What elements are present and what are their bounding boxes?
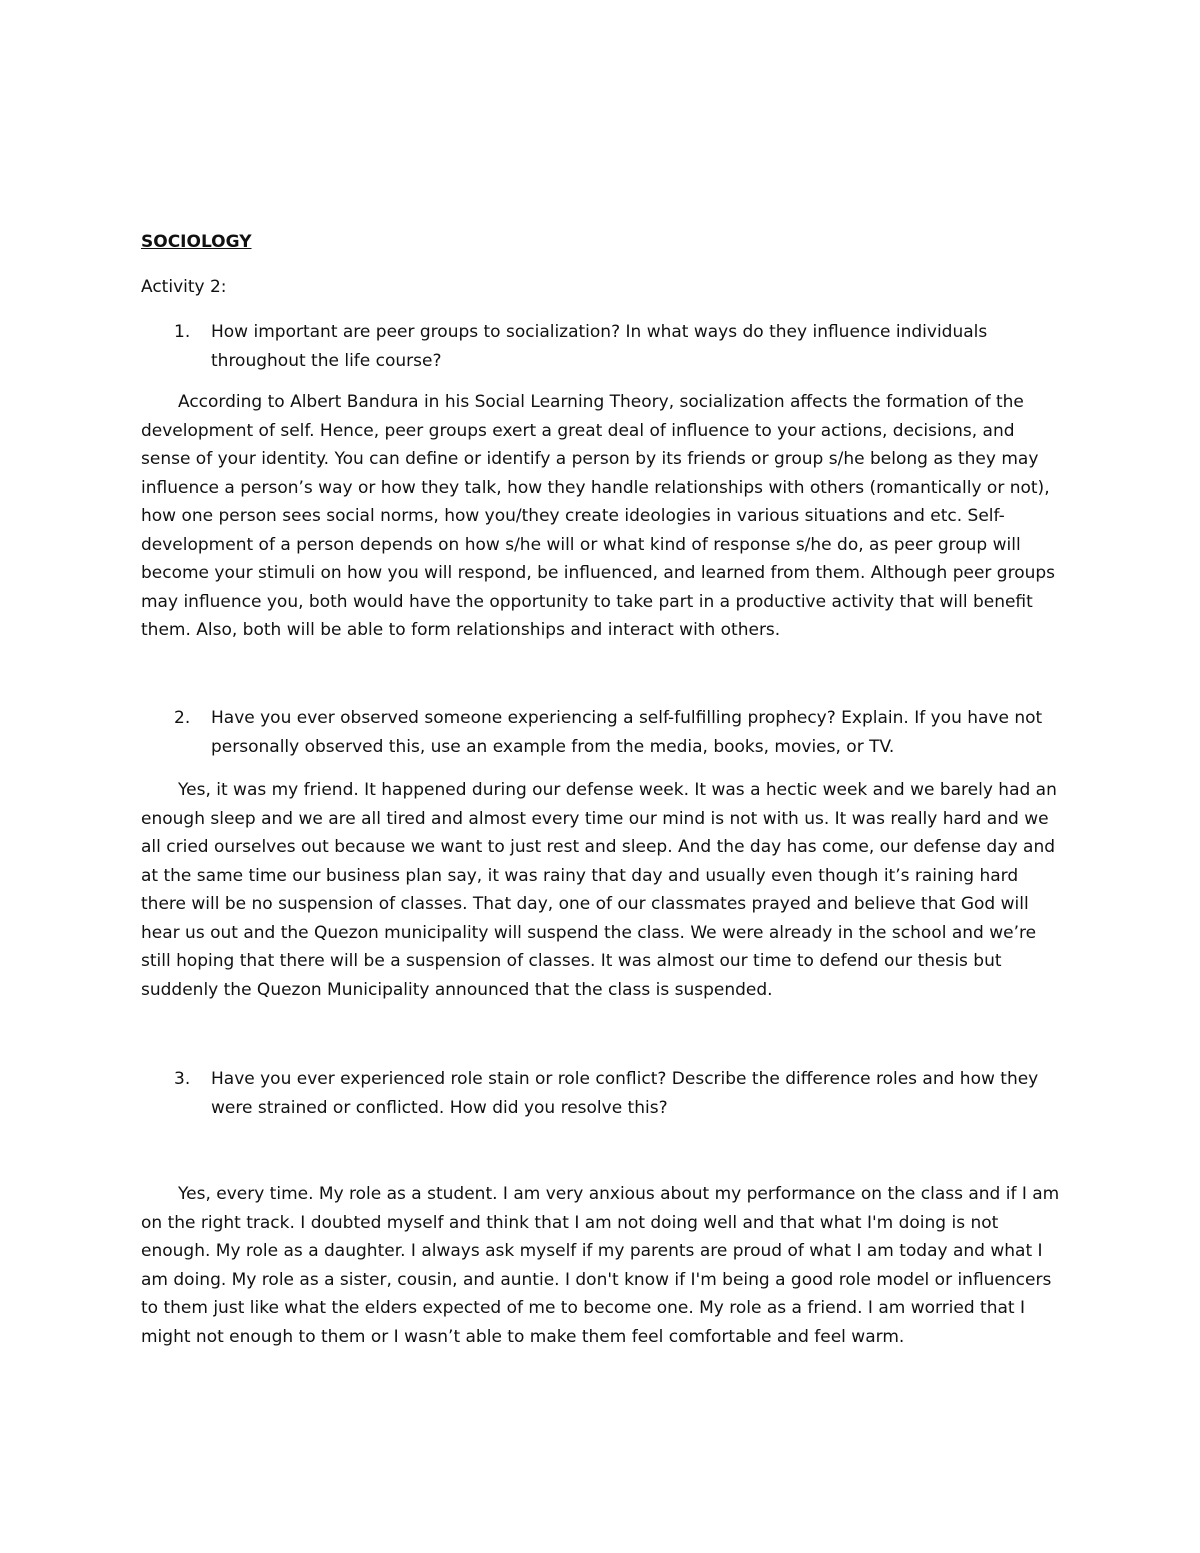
question-number: 3.	[174, 1069, 191, 1089]
question-1	[174, 318, 1074, 375]
question-text: How important are peer groups to socialization? In what ways do they influence individuals throughout the life course?	[211, 322, 988, 371]
question-number: 2.	[174, 708, 191, 728]
activity-heading: Activity 2:	[141, 277, 227, 297]
answer-1: According to Albert Bandura in his Social Learning Theory, socialization affects the formation of the development of self. Hence, peer groups exert a great deal of influence to your actions, decisions, and sense of your identity. You can define or identify a person by its friends or group s/he belong as they may influence a person’s way or how they talk, how they handle relationships with others (romantically or not), how one person sees social norms, how you/they create ideologies in various situations and etc. Self-development of a person depends on how s/he will or what kind of response s/he do, as peer group will become your stimuli on how you will respond, be influenced, and learned from them. Although peer groups may influence you, both would have the opportunity to take part in a productive activity that will benefit them. Also, both will be able to form relationships and interact with others.	[141, 392, 1056, 640]
question-2	[174, 704, 1074, 761]
answer-2: Yes, it was my friend. It happened during our defense week. It was a hectic week and we barely had an enough sleep and we are all tired and almost every time our mind is not with us. It was really hard and we all cried ourselves out because we want to just rest and sleep. And the day has come, our defense day and at the same time our business plan say, it was rainy that day and usually even though it’s raining hard there will be no suspension of classes. That day, one of our classmates prayed and believe that God will hear us out and the Quezon municipality will suspend the class. We were already in the school and we’re still hoping that there will be a suspension of classes. It was almost our time to defend our thesis but suddenly the Quezon Municipality announced that the class is suspended.	[141, 780, 1057, 1000]
question-text: Have you ever experienced role stain or role conflict? Describe the difference roles and how they were strained or conflicted. How did you resolve this?	[211, 1069, 1039, 1118]
question-number: 1.	[174, 322, 191, 342]
answer-3: Yes, every time. My role as a student. I am very anxious about my performance on the class and if I am on the right track. I doubted myself and think that I am not doing well and that what I'm doing is not enough. My role as a daughter. I always ask myself if my parents are proud of what I am today and what I am doing. My role as a sister, cousin, and auntie. I don't know if I'm being a good role model or influencers to them just like what the elders expected of me to become one. My role as a friend. I am worried that I might not enough to them or I wasn’t able to make them feel comfortable and feel warm.	[141, 1184, 1060, 1347]
document-title: SOCIOLOGY	[141, 232, 252, 252]
question-3	[174, 1065, 1074, 1122]
question-text: Have you ever observed someone experiencing a self-fulfilling prophecy? Explain. If you have not personally observed this, use an example from the media, books, movies, or TV.	[211, 708, 1043, 757]
